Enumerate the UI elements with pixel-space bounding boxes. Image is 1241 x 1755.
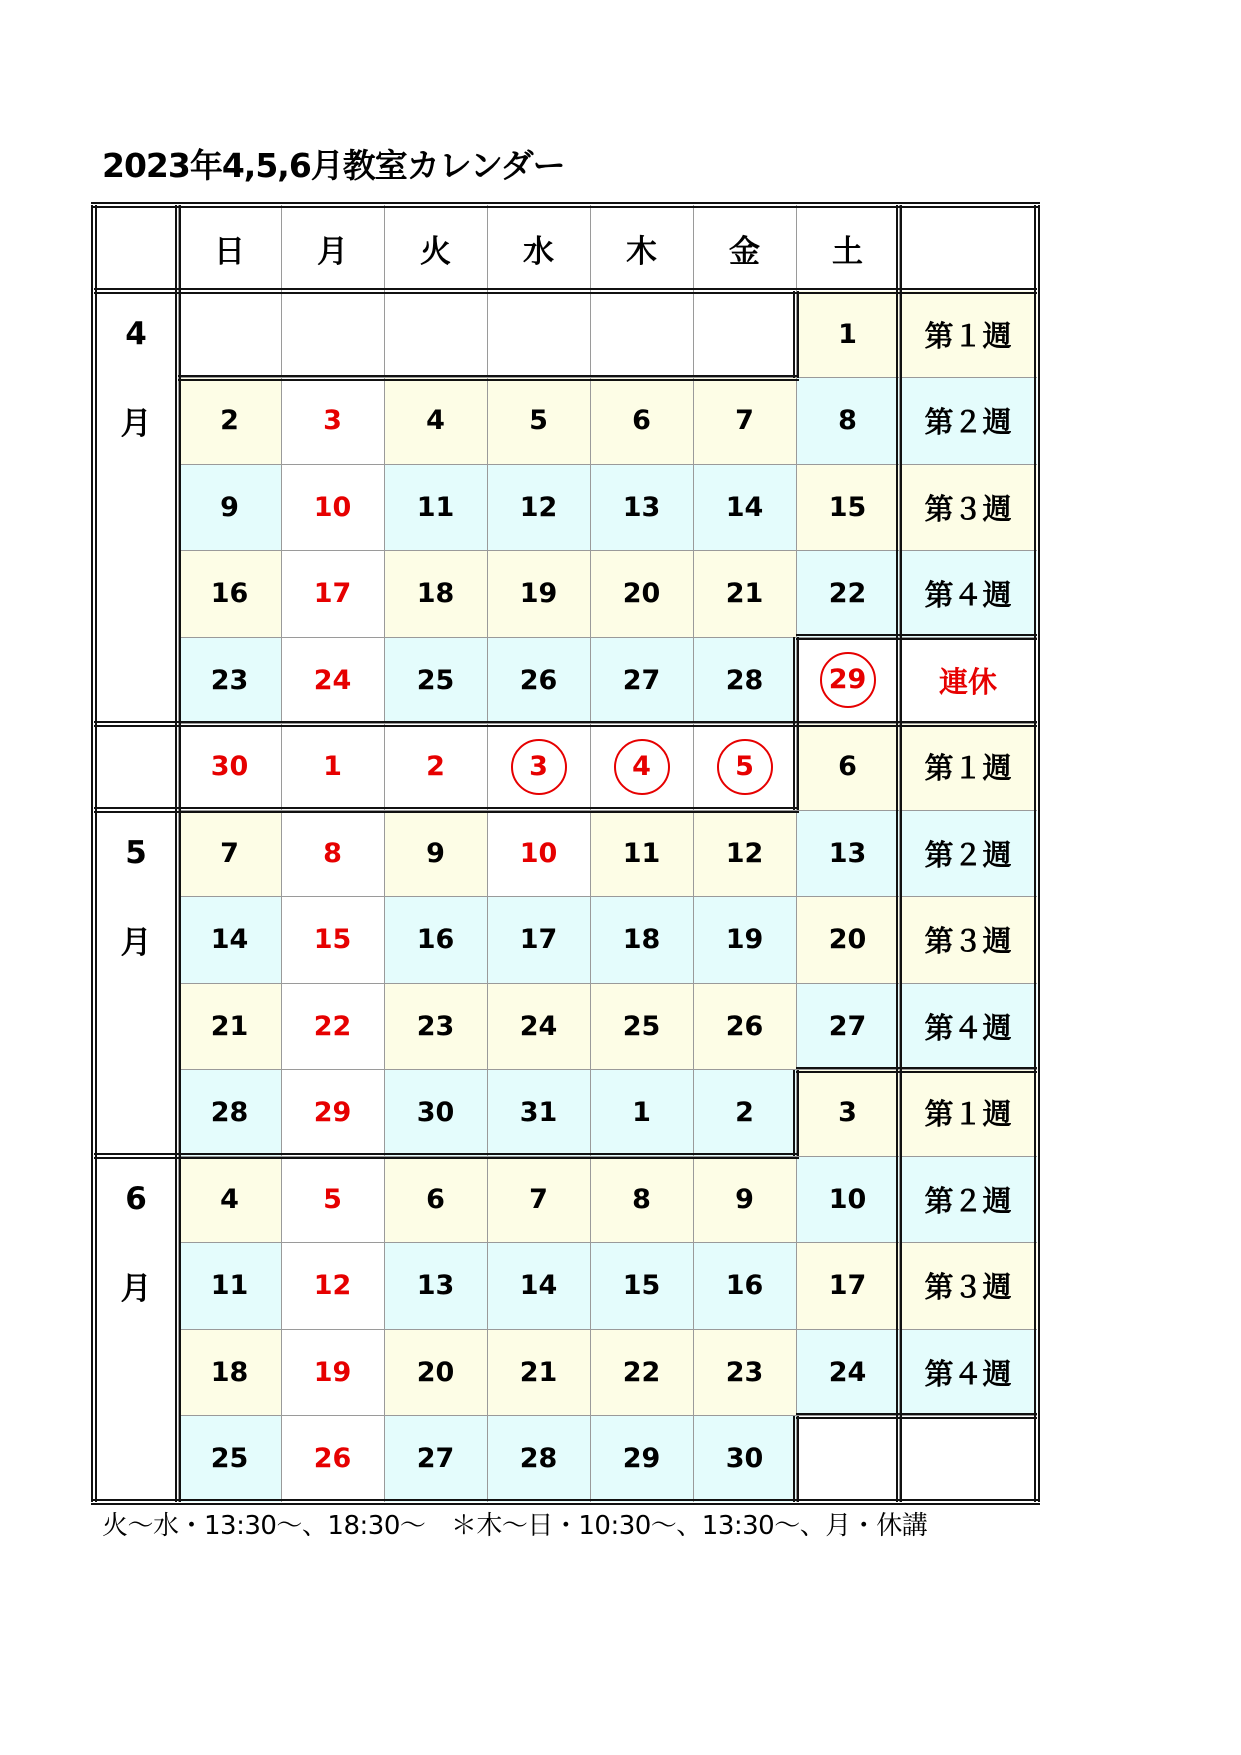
week-label: 第２週 [924,837,1012,872]
week-label: 第４週 [924,578,1012,613]
day-number: 10 [519,837,558,869]
week-cell [899,637,1037,724]
weekday-header [796,205,899,291]
day-cell [590,983,693,1070]
day-cell [281,1416,384,1503]
day-number: 9 [735,1183,754,1215]
day-cell [796,464,899,551]
day-number: 16 [210,578,249,610]
day-number: 3 [323,405,342,437]
day-cell [590,1329,693,1416]
day-cell [693,983,796,1070]
day-number: 23 [210,664,249,696]
day-number: 21 [725,578,764,610]
day-number: 25 [210,1443,249,1475]
day-number: 29 [622,1443,661,1475]
day-number: 11 [622,837,661,869]
day-cell [178,291,281,378]
day-cell [281,983,384,1070]
day-cell [281,637,384,724]
day-number: 31 [519,1097,558,1129]
day-cell [384,983,487,1070]
day-number: 15 [622,1270,661,1302]
double-border [796,634,1037,640]
day-cell [384,1070,487,1157]
day-cell [487,378,590,465]
day-cell [487,897,590,984]
day-number: 12 [519,491,558,523]
day-cell [178,810,281,897]
weekday-label: 金 [729,233,760,270]
month-cell [94,810,178,897]
day-cell [487,1416,590,1503]
day-number: 28 [519,1443,558,1475]
month-cell [94,291,178,378]
day-cell [796,1070,899,1157]
day-number: 10 [828,1183,867,1215]
weekday-header [281,205,384,291]
day-number: 25 [416,664,455,696]
day-number: 19 [313,1356,352,1388]
day-cell [590,637,693,724]
day-cell [281,724,384,811]
day-cell [384,1329,487,1416]
day-cell [693,1156,796,1243]
double-border [793,637,799,724]
day-cell [178,637,281,724]
day-number: 10 [313,491,352,523]
day-cell [384,897,487,984]
day-cell [178,1070,281,1157]
day-cell [178,1243,281,1330]
day-cell [178,983,281,1070]
week-cell [899,1156,1037,1243]
day-number: 17 [519,924,558,956]
grid-line [487,205,488,1502]
day-number: 24 [828,1356,867,1388]
day-cell [487,551,590,638]
day-cell [281,1243,384,1330]
week-label: 第１週 [924,318,1012,353]
day-number: 26 [313,1443,352,1475]
day-number: 1 [838,318,857,350]
day-cell [281,291,384,378]
day-cell [487,983,590,1070]
day-cell [796,897,899,984]
day-cell [796,983,899,1070]
month-cell [94,1156,178,1243]
day-number: 19 [519,578,558,610]
double-border [796,1413,1037,1419]
day-cell [487,1070,590,1157]
day-cell [281,1070,384,1157]
day-number: 30 [210,751,249,783]
week-cell [899,291,1037,378]
day-cell [590,291,693,378]
double-border [793,1070,799,1157]
day-number: 25 [622,1010,661,1042]
day-number: 18 [622,924,661,956]
week-cell [899,897,1037,984]
double-border [896,205,902,1502]
week-cell [899,724,1037,811]
day-cell [281,897,384,984]
day-cell [178,724,281,811]
day-cell [693,551,796,638]
day-number: 11 [210,1270,249,1302]
day-number: 27 [828,1010,867,1042]
day-cell [590,378,693,465]
week-cell [899,983,1037,1070]
day-number: 14 [725,491,764,523]
month-kanji: 月 [120,1271,152,1308]
day-cell [590,724,693,811]
grid-line [281,205,282,1502]
day-cell [384,810,487,897]
day-number: 7 [529,1183,548,1215]
month-number: 5 [125,835,147,872]
day-cell [178,1329,281,1416]
week-label: 第２週 [924,405,1012,440]
grid-line [178,983,1037,984]
day-number: 24 [519,1010,558,1042]
day-cell [693,464,796,551]
day-number: 30 [725,1443,764,1475]
day-number: 30 [416,1097,455,1129]
day-number: 27 [416,1443,455,1475]
day-number: 4 [614,739,670,795]
week-label: 第１週 [924,1097,1012,1132]
day-cell [590,464,693,551]
day-number: 16 [725,1270,764,1302]
day-cell [590,1070,693,1157]
double-border [91,205,97,1502]
day-cell [281,810,384,897]
day-cell [590,1243,693,1330]
day-cell [384,1156,487,1243]
day-cell [281,464,384,551]
day-cell [590,551,693,638]
grid-line [384,205,385,1502]
grid-line [590,205,591,1502]
day-cell [178,378,281,465]
day-number: 21 [519,1356,558,1388]
day-number: 15 [313,924,352,956]
day-number: 3 [511,739,567,795]
day-number: 1 [632,1097,651,1129]
day-cell [590,897,693,984]
day-cell [487,464,590,551]
day-number: 20 [416,1356,455,1388]
week-label: 第２週 [924,1183,1012,1218]
day-cell [693,897,796,984]
day-cell [487,810,590,897]
day-number: 7 [220,837,239,869]
day-cell [796,1416,899,1503]
day-number: 28 [210,1097,249,1129]
day-cell [281,1329,384,1416]
day-number: 2 [220,405,239,437]
day-number: 4 [426,405,445,437]
weekday-label: 月 [317,233,348,270]
day-cell [178,1416,281,1503]
day-number: 3 [838,1097,857,1129]
double-border [178,375,799,381]
day-number: 14 [519,1270,558,1302]
day-number: 8 [838,405,857,437]
month-cell [94,897,178,984]
day-cell [178,464,281,551]
weekday-header [178,205,281,291]
day-cell [693,1329,796,1416]
day-cell [693,378,796,465]
weekday-header [590,205,693,291]
day-number: 8 [323,837,342,869]
day-cell [796,810,899,897]
day-cell [693,637,796,724]
day-number: 7 [735,405,754,437]
double-border [793,724,799,811]
day-cell [796,1243,899,1330]
day-cell [590,810,693,897]
weekday-label: 日 [214,233,245,270]
double-border [793,291,799,378]
day-cell [178,897,281,984]
week-label: 第３週 [924,924,1012,959]
day-number: 23 [725,1356,764,1388]
day-cell [281,1156,384,1243]
day-number: 9 [220,491,239,523]
day-number: 6 [632,405,651,437]
day-number: 13 [622,491,661,523]
day-number: 4 [220,1183,239,1215]
week-cell [899,1416,1037,1503]
day-number: 23 [416,1010,455,1042]
double-border [175,205,181,1502]
day-cell [487,637,590,724]
weekday-label: 土 [832,233,863,270]
weekday-header [487,205,590,291]
day-number: 1 [323,751,342,783]
day-cell [178,1156,281,1243]
double-border [793,1416,799,1503]
day-cell [384,1243,487,1330]
day-cell [796,378,899,465]
day-cell [487,291,590,378]
day-number: 29 [313,1097,352,1129]
day-number: 8 [632,1183,651,1215]
grid-line [178,1329,1037,1330]
day-number: 2 [735,1097,754,1129]
day-cell [281,551,384,638]
day-number: 11 [416,491,455,523]
day-cell [693,1243,796,1330]
day-cell [693,291,796,378]
day-number: 5 [529,405,548,437]
day-cell [384,378,487,465]
day-cell [693,1416,796,1503]
day-cell [384,637,487,724]
day-number: 13 [828,837,867,869]
day-number: 6 [426,1183,445,1215]
calendar-table [94,205,1037,1502]
day-number: 12 [725,837,764,869]
day-number: 21 [210,1010,249,1042]
grid-line [178,1242,1037,1243]
grid-line [178,550,1037,551]
day-cell [796,1156,899,1243]
schedule-note: 火～水・13:30～、18:30～ ＊木～日・10:30～、13:30～、月・休講 [102,1511,928,1541]
day-number: 5 [717,739,773,795]
day-cell [796,291,899,378]
month-cell [94,1243,178,1330]
weekday-label: 木 [626,233,657,270]
weekday-header [384,205,487,291]
month-number: 4 [125,316,147,353]
day-cell [384,464,487,551]
day-cell [487,1243,590,1330]
double-border [94,807,799,813]
day-number: 17 [313,578,352,610]
day-cell [796,637,899,724]
day-number: 17 [828,1270,867,1302]
double-border [796,1067,1037,1073]
week-label: 連休 [938,664,997,699]
day-number: 5 [323,1183,342,1215]
day-number: 26 [519,664,558,696]
day-number: 13 [416,1270,455,1302]
day-cell [178,551,281,638]
week-label: 第３週 [924,1270,1012,1305]
day-cell [487,1329,590,1416]
double-border [94,721,1037,727]
month-cell [94,378,178,465]
week-label: 第１週 [924,751,1012,786]
day-number: 27 [622,664,661,696]
day-cell [487,724,590,811]
week-cell [899,1070,1037,1157]
day-number: 15 [828,491,867,523]
week-label: 第４週 [924,1010,1012,1045]
day-cell [281,378,384,465]
day-number: 24 [313,664,352,696]
double-border [1034,205,1040,1502]
day-cell [384,291,487,378]
month-kanji: 月 [120,406,152,443]
week-label: 第３週 [924,491,1012,526]
day-number: 22 [828,578,867,610]
double-border [94,1153,799,1159]
day-number: 20 [622,578,661,610]
day-cell [590,1156,693,1243]
grid-line [796,205,797,1502]
grid-line [693,205,694,1502]
day-cell [796,1329,899,1416]
day-number: 12 [313,1270,352,1302]
day-number: 16 [416,924,455,956]
day-number: 18 [416,578,455,610]
day-number: 20 [828,924,867,956]
day-cell [693,1070,796,1157]
day-cell [384,551,487,638]
week-cell [899,551,1037,638]
day-number: 19 [725,924,764,956]
day-number: 18 [210,1356,249,1388]
week-cell [899,1329,1037,1416]
page-title: 2023年4,5,6月教室カレンダー [102,146,565,185]
day-cell [796,551,899,638]
grid-line [178,896,1037,897]
day-number: 29 [820,652,876,708]
day-cell [487,1156,590,1243]
day-cell [796,724,899,811]
weekday-label: 水 [523,233,554,270]
grid-line [178,464,1037,465]
week-cell [899,378,1037,465]
week-cell [899,1243,1037,1330]
weekday-header [693,205,796,291]
day-number: 9 [426,837,445,869]
day-number: 6 [838,751,857,783]
day-number: 28 [725,664,764,696]
day-cell [384,1416,487,1503]
day-cell [384,724,487,811]
day-number: 14 [210,924,249,956]
day-number: 26 [725,1010,764,1042]
day-number: 22 [313,1010,352,1042]
weekday-label: 火 [420,233,451,270]
day-cell [693,724,796,811]
week-label: 第４週 [924,1356,1012,1391]
month-kanji: 月 [120,925,152,962]
month-number: 6 [125,1181,147,1218]
day-number: 22 [622,1356,661,1388]
week-cell [899,464,1037,551]
day-cell [693,810,796,897]
day-cell [590,1416,693,1503]
week-cell [899,810,1037,897]
day-number: 2 [426,751,445,783]
